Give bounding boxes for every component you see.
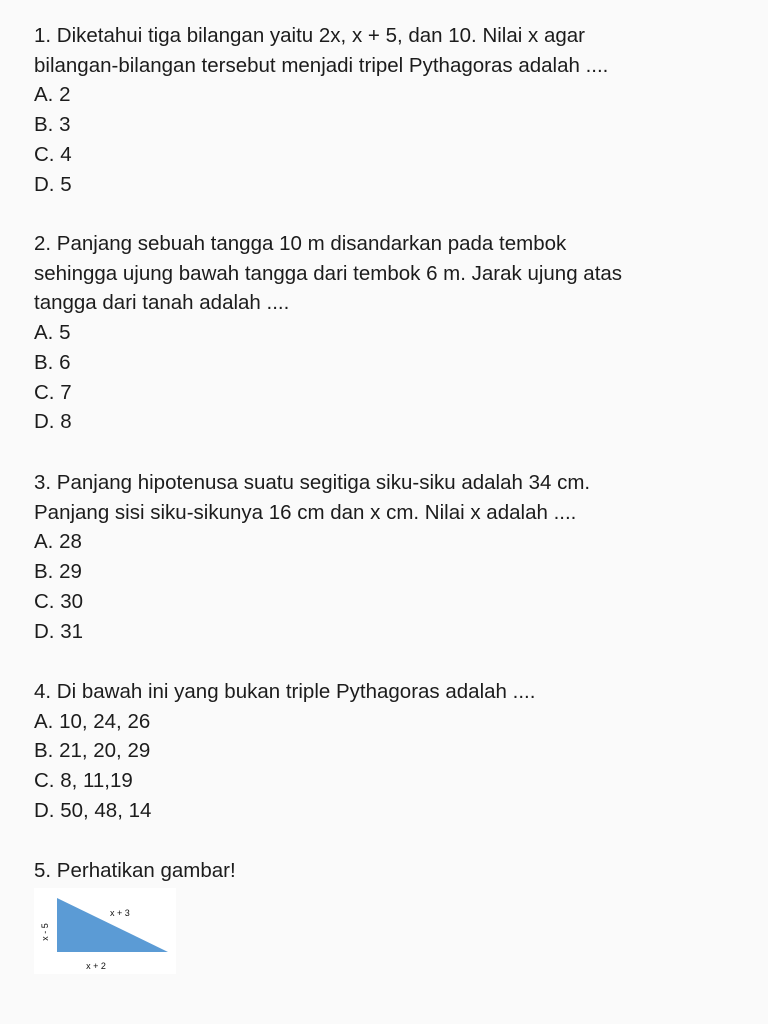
option-c: C. 30	[34, 589, 83, 613]
question-1	[34, 21, 734, 199]
option-a: A. 5	[34, 321, 71, 345]
question-2	[34, 229, 734, 437]
question-text-line: Panjang sisi siku-sikunya 16 cm dan x cm. Nilai x adalah ....	[34, 500, 577, 524]
option-a: A. 2	[34, 83, 71, 107]
hypotenuse-label: x + 3	[110, 908, 130, 918]
right-triangle-shape	[57, 898, 168, 952]
option-d: D. 50, 48, 14	[34, 798, 152, 822]
question-5	[34, 856, 734, 886]
question-text-line: 3. Panjang hipotenusa suatu segitiga siku-siku adalah 34 cm.	[34, 471, 591, 494]
question-text-line: tangga dari tanah adalah ....	[34, 291, 290, 315]
option-d: D. 8	[34, 410, 72, 434]
option-c: C. 8, 11,19	[34, 769, 133, 793]
option-b: B. 21, 20, 29	[34, 739, 151, 763]
question-text-line: 2. Panjang sebuah tangga 10 m disandarkan pada tembok	[34, 232, 567, 255]
option-d: D. 31	[34, 619, 83, 643]
option-d: D. 5	[34, 172, 72, 196]
option-c: C. 7	[34, 380, 72, 404]
question-3	[34, 468, 734, 646]
option-b: B. 29	[34, 560, 82, 584]
right-triangle-figure	[34, 888, 176, 974]
question-text-line: bilangan-bilangan tersebut menjadi tripel Pythagoras adalah ....	[34, 53, 609, 77]
option-a: A. 10, 24, 26	[34, 709, 151, 733]
question-text-line: 4. Di bawah ini yang bukan triple Pythagoras adalah ....	[34, 680, 536, 703]
option-c: C. 4	[34, 142, 72, 166]
question-4	[34, 677, 734, 826]
triangle-svg	[34, 888, 176, 974]
option-b: B. 6	[34, 350, 71, 374]
base-label: x + 2	[86, 961, 106, 971]
question-text-line: 1. Diketahui tiga bilangan yaitu 2x, x + 5, dan 10. Nilai x agar	[34, 24, 585, 47]
vertical-side-label: x - 5	[40, 923, 50, 941]
question-text-line: 5. Perhatikan gambar!	[34, 859, 236, 882]
option-b: B. 3	[34, 113, 71, 137]
question-text-line: sehingga ujung bawah tangga dari tembok 6 m. Jarak ujung atas	[34, 261, 623, 285]
option-a: A. 28	[34, 530, 82, 554]
